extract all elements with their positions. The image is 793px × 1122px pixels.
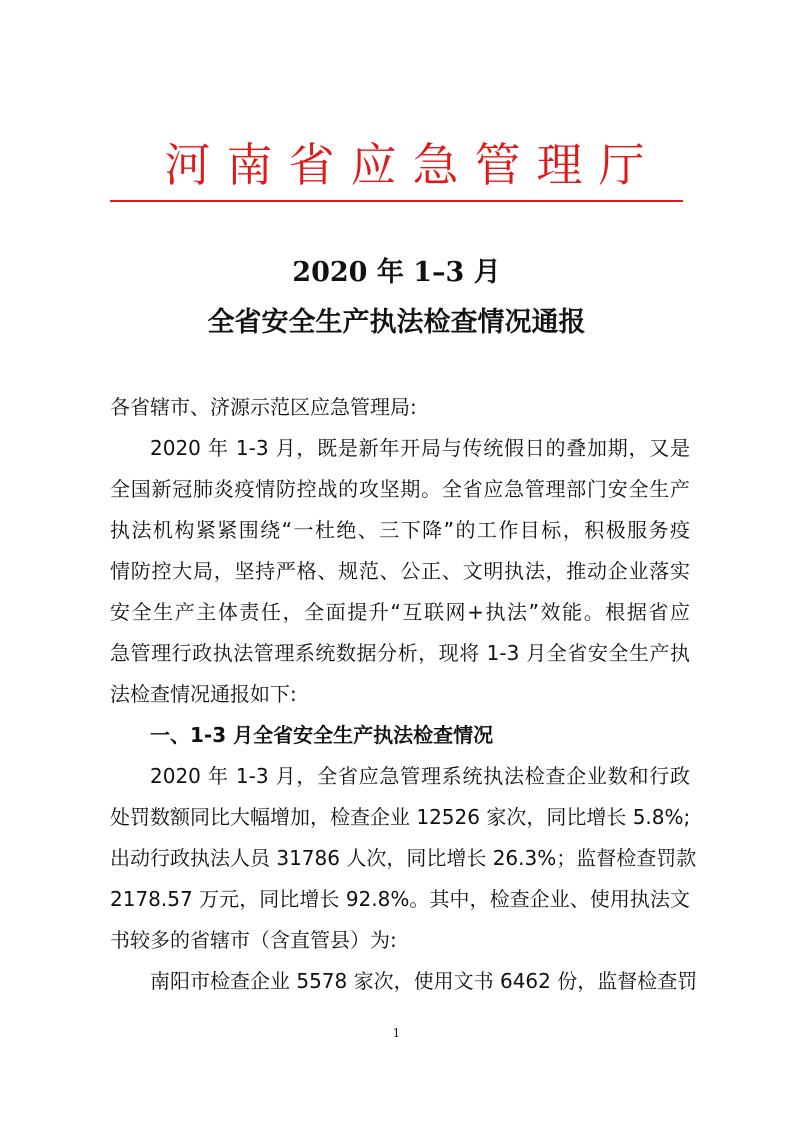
- paragraph-intro: [110, 428, 690, 715]
- paragraph-line: 全国新冠肺炎疫情防控战的攻坚期。全省应急管理部门安全生产: [110, 477, 690, 501]
- agency-letterhead: 河南省应急管理厅: [164, 138, 661, 192]
- paragraph-line: 安全生产主体责任，全面提升“互联网+执法”效能。根据省应: [110, 600, 690, 624]
- paragraph-statistics: [110, 756, 697, 961]
- paragraph-line: 执法机构紧紧围绕“一杜绝、三下降”的工作目标，积极服务疫: [110, 518, 690, 542]
- page-number: 1: [392, 1026, 401, 1040]
- paragraph-line: 南阳市检查企业 5578 家次，使用文书 6462 份，监督检查罚: [150, 969, 698, 993]
- document-title-line-1: 2020 年 1–3 月: [292, 257, 501, 288]
- paragraph-line: 2020 年 1-3 月，既是新年开局与传统假日的叠加期，又是: [150, 436, 690, 460]
- paragraph-line: 处罚数额同比大幅增加，检查企业 12526 家次，同比增长 5.8%;: [110, 805, 691, 829]
- paragraph-line: 书较多的省辖市（含直管县）为:: [110, 928, 397, 952]
- paragraph-line: 2020 年 1-3 月，全省应急管理系统执法检查企业数和行政: [150, 764, 690, 788]
- section-heading-text: 一、1-3 月全省安全生产执法检查情况: [150, 723, 494, 747]
- salutation: [110, 387, 690, 428]
- paragraph-line: 2178.57 万元，同比增长 92.8%。其中，检查企业、使用执法文: [110, 887, 690, 911]
- paragraph-line: 急管理行政执法管理系统数据分析，现将 1-3 月全省安全生产执: [110, 641, 690, 665]
- paragraph-line: 法检查情况通报如下:: [110, 682, 297, 706]
- paragraph-line: 情防控大局，坚持严格、规范、公正、文明执法，推动企业落实: [110, 559, 690, 583]
- section-heading-1: [110, 715, 690, 756]
- document-title-line-2: 全省安全生产执法检查情况通报: [207, 307, 586, 338]
- salutation-text: 各省辖市、济源示范区应急管理局:: [110, 395, 417, 419]
- paragraph-nanyang: [110, 961, 698, 1002]
- paragraph-line: 出动行政执法人员 31786 人次，同比增长 26.3%；监督检查罚款: [110, 846, 697, 870]
- letterhead-red-rule: [110, 200, 683, 202]
